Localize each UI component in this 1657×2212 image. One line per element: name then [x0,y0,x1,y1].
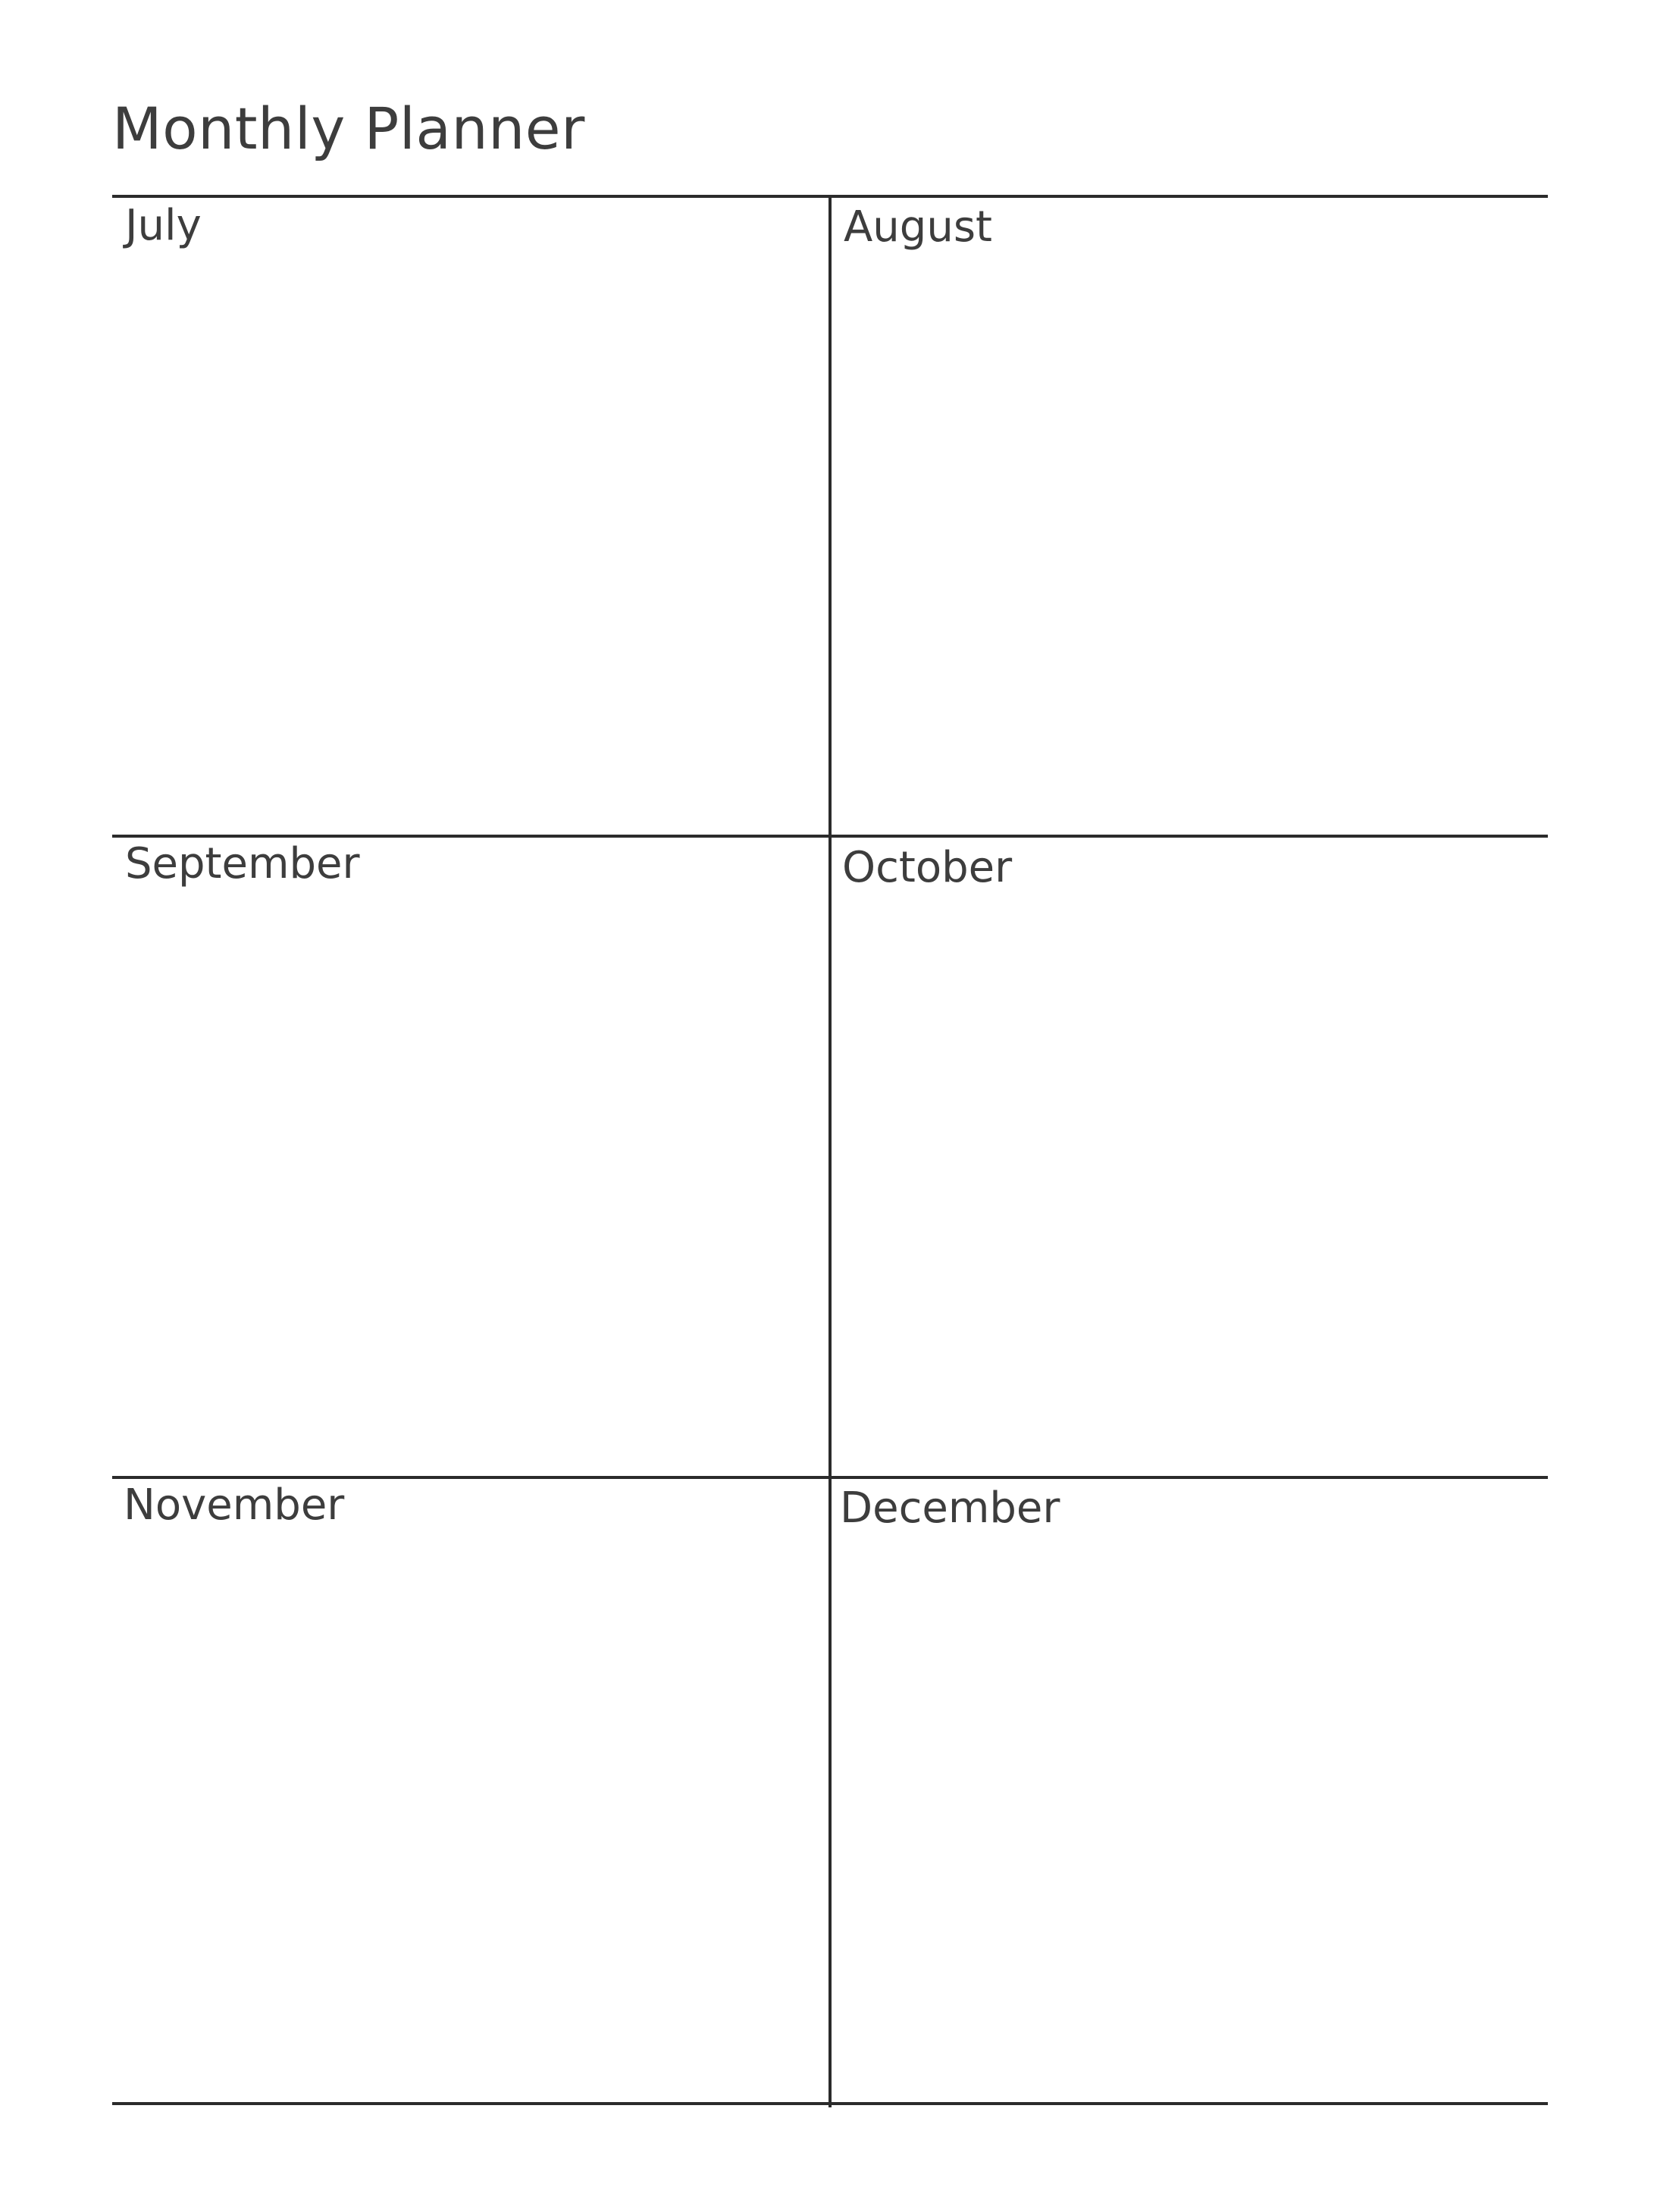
page-title: Monthly Planner [112,95,585,162]
month-label-july: July [125,201,202,250]
month-label-august: August [844,202,992,252]
month-label-november: November [124,1480,345,1530]
grid-column-divider [828,196,832,2107]
month-label-december: December [840,1484,1060,1533]
month-label-october: October [842,843,1013,892]
month-label-september: September [125,839,360,888]
